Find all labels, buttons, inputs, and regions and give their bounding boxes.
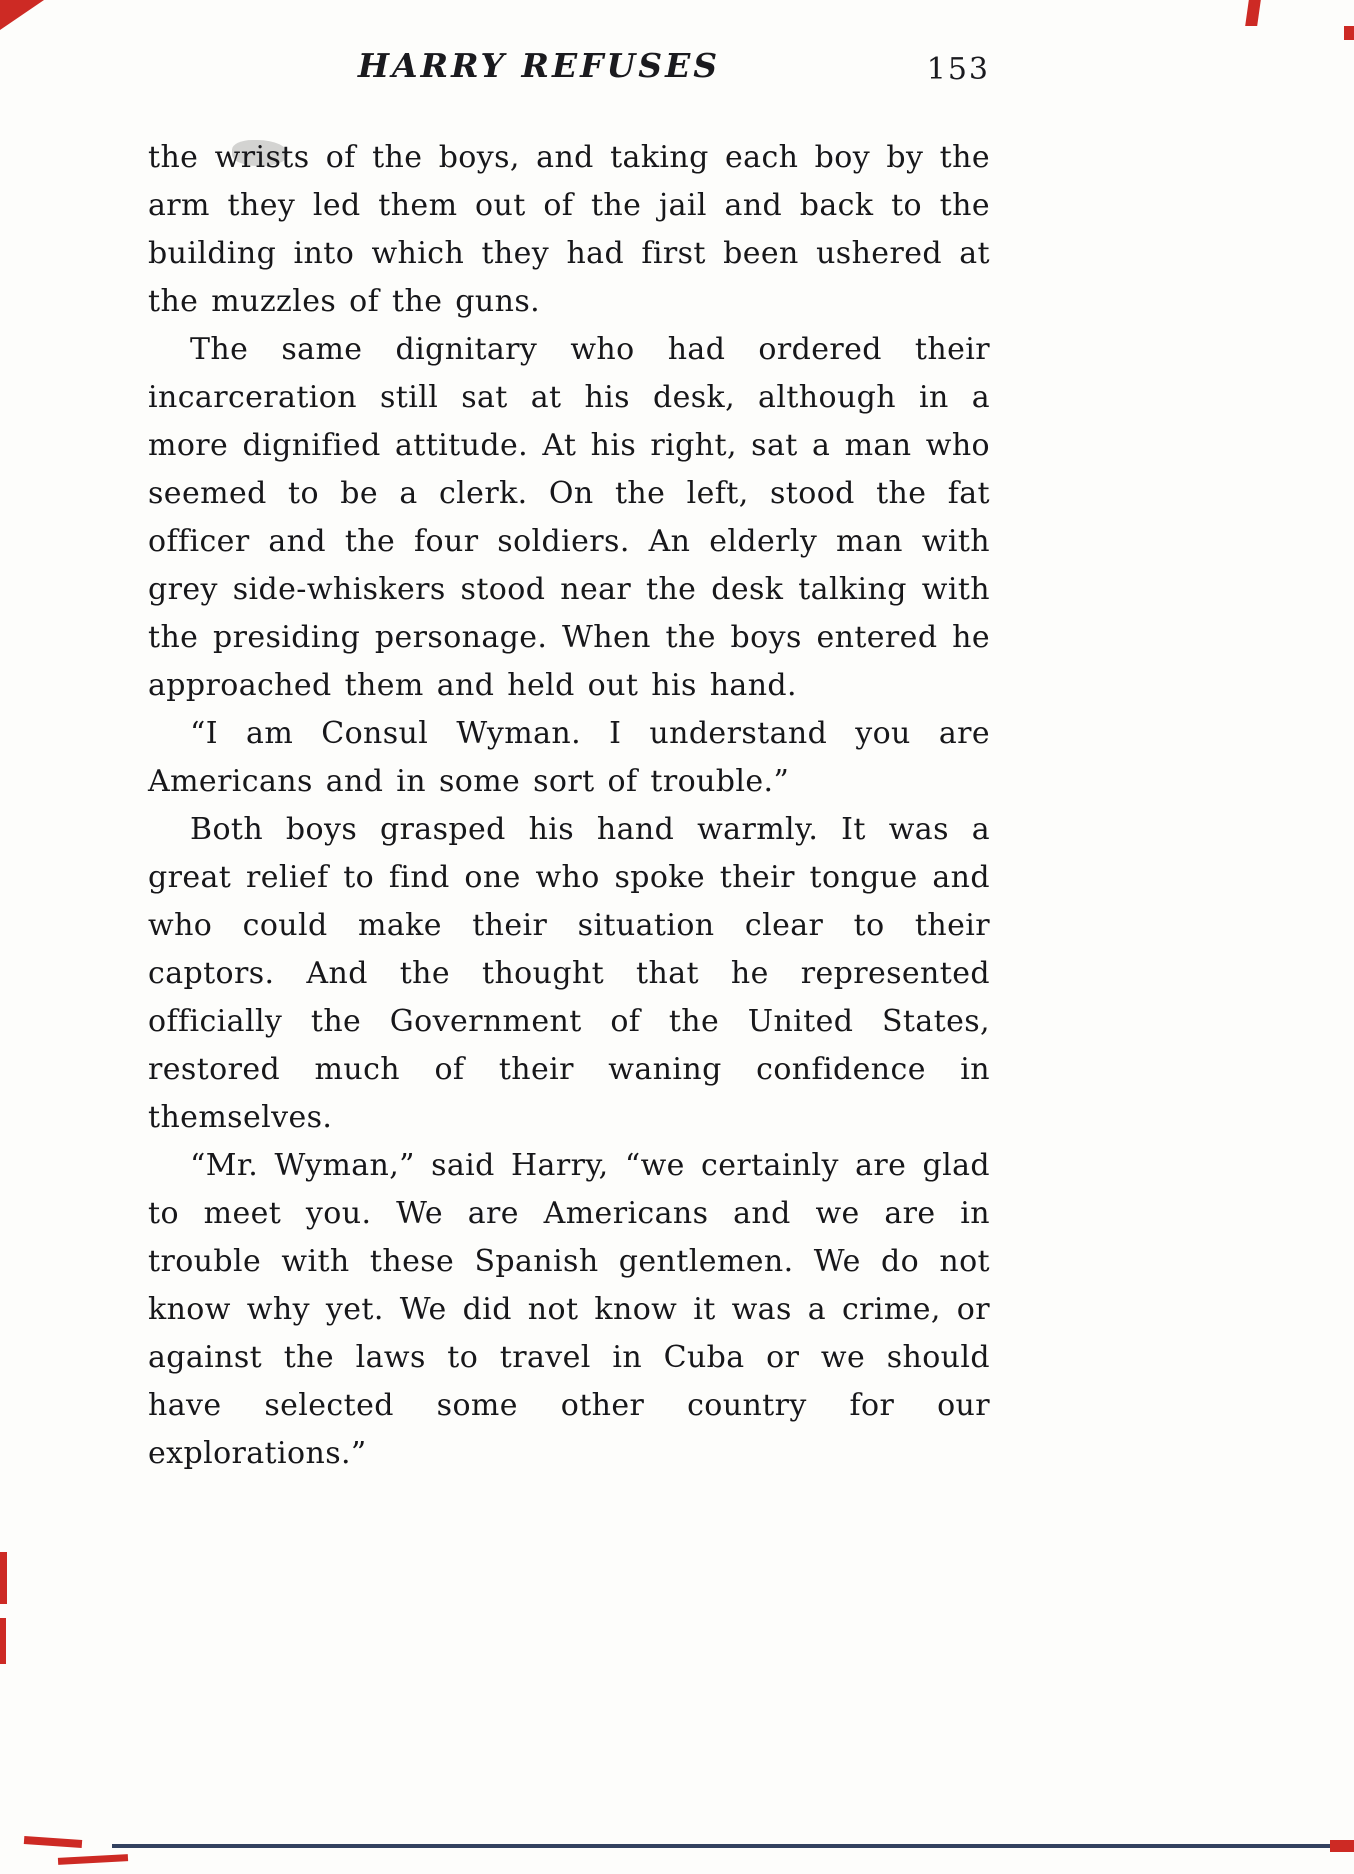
paragraph: the wrists of the boys, and taking each boy by the arm they led them out of the jail and back to the building into which they had first been ushered at the muzzles of the guns. xyxy=(148,140,990,319)
paragraph: “I am Consul Wyman. I understand you are Americans and in some sort of trouble.” xyxy=(148,716,990,799)
scan-mark-bottom-left xyxy=(58,1854,128,1865)
scan-mark-top-right xyxy=(1245,0,1261,26)
scan-mark-bottom-left xyxy=(24,1836,82,1848)
scan-mark-left-edge-dash xyxy=(0,1552,7,1604)
paragraph: “Mr. Wyman,” said Harry, “we certainly are glad to meet you. We are Americans and we are in trouble with these Spanish gentlemen. We do not know why yet. We did not know it was a crime, or against the laws to travel in Cuba or we should have selected some other country for our explorations.” xyxy=(148,1148,990,1471)
book-page xyxy=(148,46,990,1478)
chapter-running-title: HARRY REFUSES xyxy=(357,46,721,85)
scan-bottom-rule xyxy=(112,1844,1354,1848)
paragraph: The same dignitary who had ordered their incarceration still sat at his desk, although in a more dignified attitude. At his right, sat a man who seemed to be a clerk. On the left, stood the fat officer and the four soldiers. An elderly man with grey side-whiskers stood near the desk talking with the presiding personage. When the boys entered he approached them and held out his hand. xyxy=(148,332,990,703)
scan-mark-bottom-right xyxy=(1330,1840,1354,1852)
body-text xyxy=(148,134,990,1478)
running-header xyxy=(148,46,990,106)
scan-mark-left-edge-dash xyxy=(0,1618,6,1664)
scan-mark-right-edge-dot xyxy=(1344,26,1354,40)
scan-mark-top-left xyxy=(0,0,44,30)
page-number: 153 xyxy=(926,52,990,87)
paragraph: Both boys grasped his hand warmly. It was a great relief to find one who spoke their tongue and who could make their situation clear to their captors. And the thought that he represented officially the Government of the United States, restored much of their waning confidence in themselves. xyxy=(148,812,990,1135)
